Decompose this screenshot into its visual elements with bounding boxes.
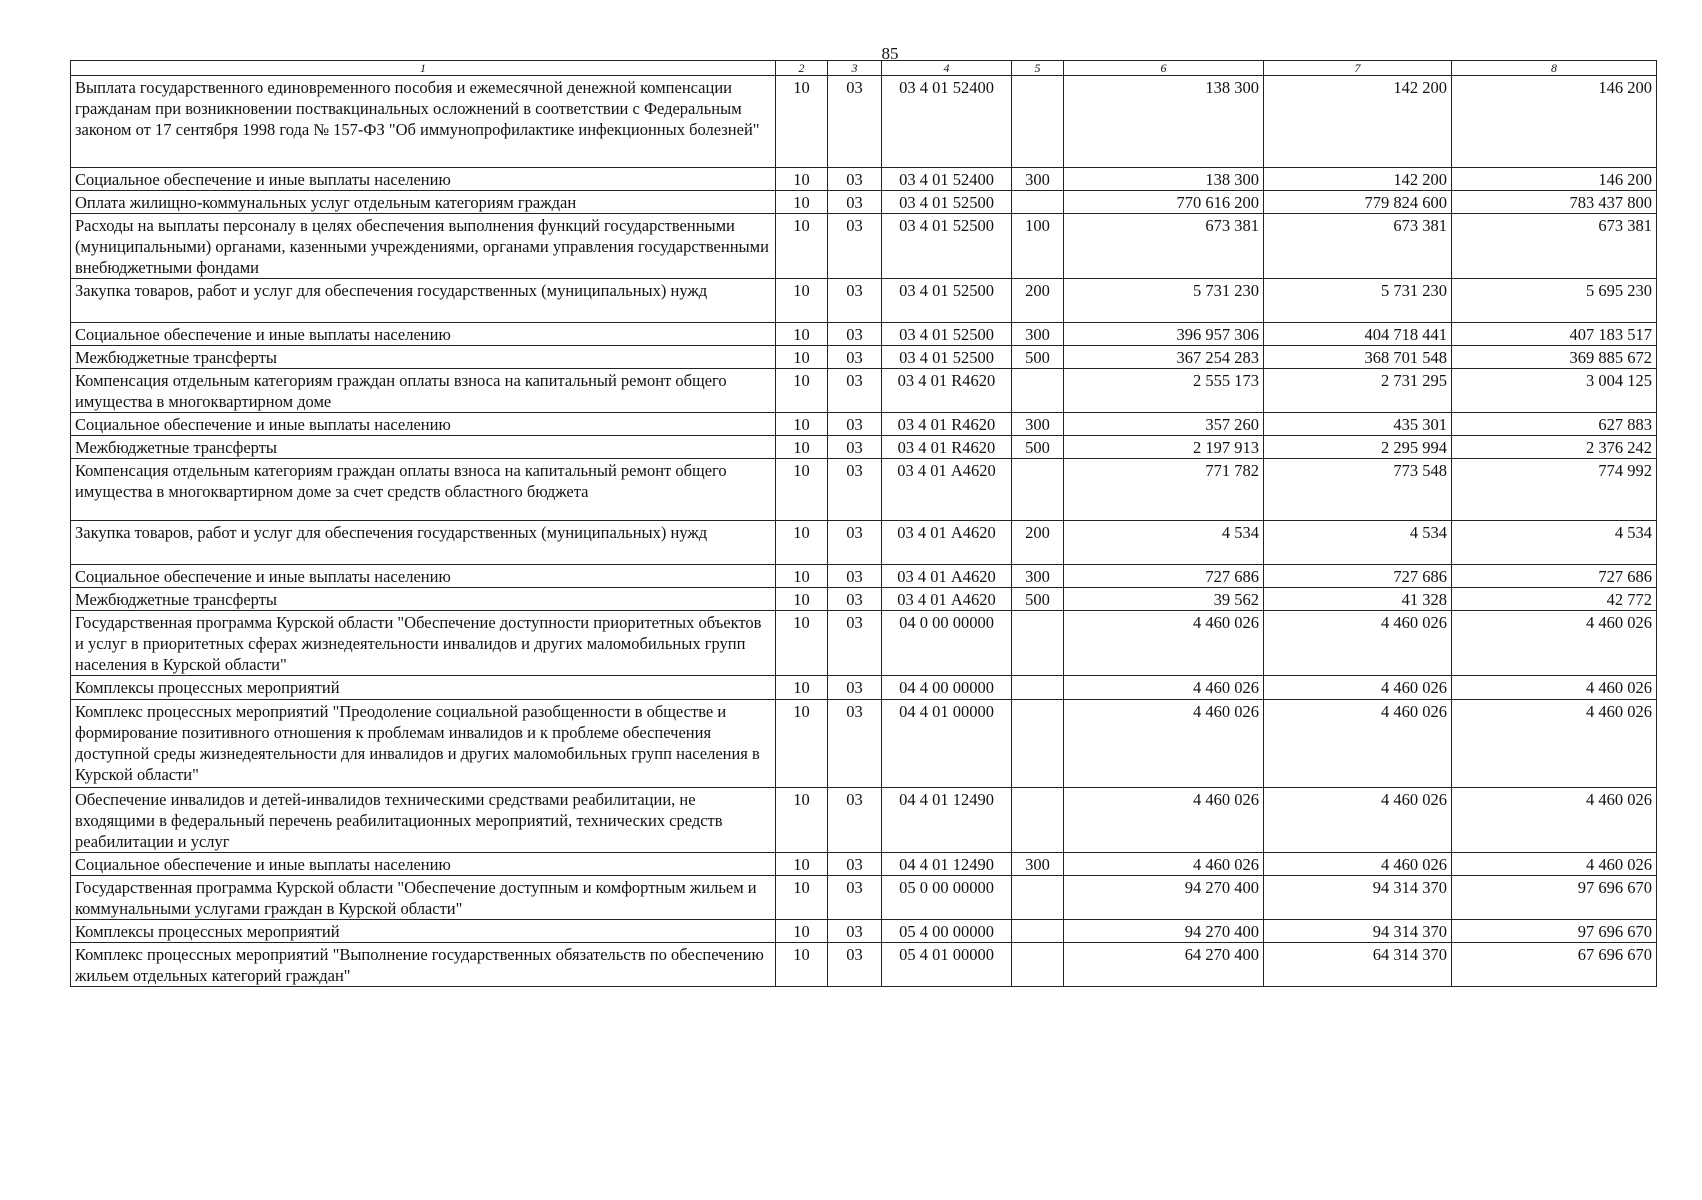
row-name: Закупка товаров, работ и услуг для обеспечения государственных (муниципальных) нужд: [71, 521, 776, 565]
amount-year-2: 4 460 026: [1264, 676, 1452, 700]
table-row: [71, 214, 1657, 279]
row-name: Комплексы процессных мероприятий: [71, 920, 776, 943]
amount-year-1: 357 260: [1064, 413, 1264, 436]
section-code: 10: [776, 279, 828, 323]
table-row: [71, 565, 1657, 588]
subsection-code: 03: [828, 346, 882, 369]
expense-type-code: 300: [1012, 323, 1064, 346]
amount-year-1: 4 460 026: [1064, 676, 1264, 700]
amount-year-3: 67 696 670: [1452, 943, 1657, 987]
subsection-code: 03: [828, 459, 882, 521]
section-code: 10: [776, 565, 828, 588]
section-code: 10: [776, 168, 828, 191]
subsection-code: 03: [828, 853, 882, 876]
target-article-code: 03 4 01 52500: [882, 323, 1012, 346]
section-code: 10: [776, 436, 828, 459]
amount-year-1: 4 460 026: [1064, 788, 1264, 853]
amount-year-2: 5 731 230: [1264, 279, 1452, 323]
row-name: Комплексы процессных мероприятий: [71, 676, 776, 700]
amount-year-2: 435 301: [1264, 413, 1452, 436]
page-number: 85: [881, 44, 899, 63]
table-row: [71, 436, 1657, 459]
amount-year-3: 627 883: [1452, 413, 1657, 436]
amount-year-2: 94 314 370: [1264, 876, 1452, 920]
amount-year-1: 771 782: [1064, 459, 1264, 521]
amount-year-2: 4 460 026: [1264, 788, 1452, 853]
column-header: 8: [1452, 61, 1657, 76]
row-name: Межбюджетные трансферты: [71, 436, 776, 459]
amount-year-1: 138 300: [1064, 168, 1264, 191]
amount-year-3: 369 885 672: [1452, 346, 1657, 369]
amount-year-1: 396 957 306: [1064, 323, 1264, 346]
expense-type-code: 200: [1012, 521, 1064, 565]
target-article-code: 03 4 01 R4620: [882, 413, 1012, 436]
expense-type-code: [1012, 788, 1064, 853]
section-code: 10: [776, 521, 828, 565]
budget-table: [70, 60, 1657, 987]
target-article-code: 04 4 01 12490: [882, 788, 1012, 853]
expense-type-code: 500: [1012, 436, 1064, 459]
expense-type-code: 300: [1012, 565, 1064, 588]
row-name: Государственная программа Курской области "Обеспечение доступности приоритетных объектов и услуг в приоритетных сферах жизнедеятельности инвалидов и других маломобильных групп населения в Курской области": [71, 611, 776, 676]
amount-year-2: 4 460 026: [1264, 700, 1452, 788]
amount-year-2: 368 701 548: [1264, 346, 1452, 369]
amount-year-3: 727 686: [1452, 565, 1657, 588]
target-article-code: 04 0 00 00000: [882, 611, 1012, 676]
amount-year-3: 407 183 517: [1452, 323, 1657, 346]
table-row: [71, 700, 1657, 788]
subsection-code: 03: [828, 436, 882, 459]
subsection-code: 03: [828, 214, 882, 279]
subsection-code: 03: [828, 413, 882, 436]
row-name: Социальное обеспечение и иные выплаты населению: [71, 413, 776, 436]
subsection-code: 03: [828, 700, 882, 788]
amount-year-1: 4 534: [1064, 521, 1264, 565]
target-article-code: 05 0 00 00000: [882, 876, 1012, 920]
column-header: 7: [1264, 61, 1452, 76]
amount-year-2: 727 686: [1264, 565, 1452, 588]
row-name: Комплекс процессных мероприятий "Выполнение государственных обязательств по обеспечению жильем отдельных категорий граждан": [71, 943, 776, 987]
amount-year-2: 4 534: [1264, 521, 1452, 565]
target-article-code: 03 4 01 52500: [882, 191, 1012, 214]
section-code: 10: [776, 369, 828, 413]
row-name: Выплата государственного единовременного пособия и ежемесячной денежной компенсации гражданам при возникновении поствакцинальных осложнений в соответствии с Федеральным законом от 17 сентября 1998 года № 157-ФЗ "Об иммунопрофилактике инфекционных болезней": [71, 76, 776, 168]
row-name: Социальное обеспечение и иные выплаты населению: [71, 168, 776, 191]
expense-type-code: [1012, 920, 1064, 943]
table-row: [71, 788, 1657, 853]
amount-year-2: 404 718 441: [1264, 323, 1452, 346]
amount-year-2: 2 295 994: [1264, 436, 1452, 459]
column-header: 6: [1064, 61, 1264, 76]
amount-year-2: 142 200: [1264, 76, 1452, 168]
row-name: Закупка товаров, работ и услуг для обеспечения государственных (муниципальных) нужд: [71, 279, 776, 323]
section-code: 10: [776, 788, 828, 853]
section-code: 10: [776, 876, 828, 920]
amount-year-2: 142 200: [1264, 168, 1452, 191]
section-code: 10: [776, 920, 828, 943]
amount-year-1: 5 731 230: [1064, 279, 1264, 323]
amount-year-3: 4 460 026: [1452, 788, 1657, 853]
expense-type-code: 300: [1012, 168, 1064, 191]
subsection-code: 03: [828, 676, 882, 700]
subsection-code: 03: [828, 323, 882, 346]
expense-type-code: [1012, 191, 1064, 214]
section-code: 10: [776, 853, 828, 876]
table-row: [71, 920, 1657, 943]
row-name: Межбюджетные трансферты: [71, 588, 776, 611]
expense-type-code: [1012, 369, 1064, 413]
amount-year-3: 4 460 026: [1452, 700, 1657, 788]
table-row: [71, 346, 1657, 369]
amount-year-1: 4 460 026: [1064, 611, 1264, 676]
table-row: [71, 876, 1657, 920]
target-article-code: 03 4 01 А4620: [882, 521, 1012, 565]
subsection-code: 03: [828, 920, 882, 943]
target-article-code: 03 4 01 52500: [882, 279, 1012, 323]
subsection-code: 03: [828, 876, 882, 920]
amount-year-3: 4 460 026: [1452, 676, 1657, 700]
column-number-row: [71, 61, 1657, 76]
amount-year-1: 64 270 400: [1064, 943, 1264, 987]
column-header: 2: [776, 61, 828, 76]
expense-type-code: 300: [1012, 413, 1064, 436]
section-code: 10: [776, 611, 828, 676]
amount-year-3: 2 376 242: [1452, 436, 1657, 459]
amount-year-2: 4 460 026: [1264, 611, 1452, 676]
amount-year-3: 146 200: [1452, 76, 1657, 168]
column-header: 5: [1012, 61, 1064, 76]
amount-year-3: 5 695 230: [1452, 279, 1657, 323]
table-row: [71, 191, 1657, 214]
subsection-code: 03: [828, 168, 882, 191]
amount-year-3: 97 696 670: [1452, 920, 1657, 943]
section-code: 10: [776, 700, 828, 788]
target-article-code: 03 4 01 52500: [882, 214, 1012, 279]
section-code: 10: [776, 588, 828, 611]
amount-year-1: 2 555 173: [1064, 369, 1264, 413]
subsection-code: 03: [828, 943, 882, 987]
subsection-code: 03: [828, 76, 882, 168]
expense-type-code: [1012, 700, 1064, 788]
amount-year-3: 4 534: [1452, 521, 1657, 565]
row-name: Социальное обеспечение и иные выплаты населению: [71, 323, 776, 346]
subsection-code: 03: [828, 191, 882, 214]
table-row: [71, 588, 1657, 611]
section-code: 10: [776, 323, 828, 346]
amount-year-1: 770 616 200: [1064, 191, 1264, 214]
expense-type-code: [1012, 459, 1064, 521]
section-code: 10: [776, 76, 828, 168]
amount-year-2: 41 328: [1264, 588, 1452, 611]
target-article-code: 03 4 01 А4620: [882, 459, 1012, 521]
row-name: Межбюджетные трансферты: [71, 346, 776, 369]
amount-year-2: 2 731 295: [1264, 369, 1452, 413]
target-article-code: 03 4 01 52500: [882, 346, 1012, 369]
expense-type-code: [1012, 76, 1064, 168]
amount-year-1: 4 460 026: [1064, 700, 1264, 788]
amount-year-3: 774 992: [1452, 459, 1657, 521]
row-name: Компенсация отдельным категориям граждан оплаты взноса на капитальный ремонт общего имущества в многоквартирном доме за счет средств областного бюджета: [71, 459, 776, 521]
row-name: Комплекс процессных мероприятий "Преодоление социальной разобщенности в обществе и формирование позитивного отношения к проблемам инвалидов и к проблеме обеспечения доступной среды жизнедеятельности для инвалидов и других маломобильных групп населения в Курской области": [71, 700, 776, 788]
amount-year-1: 94 270 400: [1064, 920, 1264, 943]
amount-year-1: 94 270 400: [1064, 876, 1264, 920]
target-article-code: 03 4 01 52400: [882, 168, 1012, 191]
row-name: Государственная программа Курской области "Обеспечение доступным и комфортным жильем и коммунальными услугами граждан в Курской области": [71, 876, 776, 920]
target-article-code: 05 4 01 00000: [882, 943, 1012, 987]
section-code: 10: [776, 459, 828, 521]
row-name: Компенсация отдельным категориям граждан оплаты взноса на капитальный ремонт общего имущества в многоквартирном доме: [71, 369, 776, 413]
row-name: Обеспечение инвалидов и детей-инвалидов техническими средствами реабилитации, не входящими в федеральный перечень реабилитационных мероприятий, технических средств реабилитации и услуг: [71, 788, 776, 853]
subsection-code: 03: [828, 588, 882, 611]
expense-type-code: [1012, 611, 1064, 676]
amount-year-1: 2 197 913: [1064, 436, 1264, 459]
subsection-code: 03: [828, 521, 882, 565]
amount-year-1: 4 460 026: [1064, 853, 1264, 876]
target-article-code: 04 4 01 12490: [882, 853, 1012, 876]
table-row: [71, 279, 1657, 323]
target-article-code: 03 4 01 А4620: [882, 565, 1012, 588]
amount-year-3: 146 200: [1452, 168, 1657, 191]
target-article-code: 03 4 01 R4620: [882, 369, 1012, 413]
target-article-code: 04 4 00 00000: [882, 676, 1012, 700]
row-name: Расходы на выплаты персоналу в целях обеспечения выполнения функций государственными (муниципальными) органами, казенными учреждениями, органами управления государственными внебюджетными фондами: [71, 214, 776, 279]
amount-year-2: 673 381: [1264, 214, 1452, 279]
row-name: Социальное обеспечение и иные выплаты населению: [71, 853, 776, 876]
amount-year-2: 773 548: [1264, 459, 1452, 521]
section-code: 10: [776, 191, 828, 214]
table-row: [71, 323, 1657, 346]
amount-year-1: 727 686: [1064, 565, 1264, 588]
subsection-code: 03: [828, 565, 882, 588]
expense-type-code: 300: [1012, 853, 1064, 876]
amount-year-1: 673 381: [1064, 214, 1264, 279]
amount-year-2: 779 824 600: [1264, 191, 1452, 214]
table-row: [71, 168, 1657, 191]
target-article-code: 05 4 00 00000: [882, 920, 1012, 943]
table-row: [71, 676, 1657, 700]
table-row: [71, 459, 1657, 521]
subsection-code: 03: [828, 788, 882, 853]
expense-type-code: [1012, 676, 1064, 700]
section-code: 10: [776, 413, 828, 436]
table-row: [71, 413, 1657, 436]
amount-year-3: 4 460 026: [1452, 611, 1657, 676]
amount-year-2: 94 314 370: [1264, 920, 1452, 943]
table-row: [71, 369, 1657, 413]
amount-year-3: 97 696 670: [1452, 876, 1657, 920]
expense-type-code: 100: [1012, 214, 1064, 279]
table-row: [71, 943, 1657, 987]
subsection-code: 03: [828, 369, 882, 413]
target-article-code: 04 4 01 00000: [882, 700, 1012, 788]
column-header: 1: [71, 61, 776, 76]
expense-type-code: 200: [1012, 279, 1064, 323]
target-article-code: 03 4 01 А4620: [882, 588, 1012, 611]
table-row: [71, 853, 1657, 876]
section-code: 10: [776, 346, 828, 369]
expense-type-code: [1012, 943, 1064, 987]
table-row: [71, 611, 1657, 676]
expense-type-code: [1012, 876, 1064, 920]
amount-year-1: 39 562: [1064, 588, 1264, 611]
column-header: 3: [828, 61, 882, 76]
section-code: 10: [776, 214, 828, 279]
amount-year-1: 367 254 283: [1064, 346, 1264, 369]
amount-year-3: 783 437 800: [1452, 191, 1657, 214]
amount-year-3: 673 381: [1452, 214, 1657, 279]
expense-type-code: 500: [1012, 346, 1064, 369]
amount-year-3: 3 004 125: [1452, 369, 1657, 413]
amount-year-2: 64 314 370: [1264, 943, 1452, 987]
subsection-code: 03: [828, 279, 882, 323]
amount-year-2: 4 460 026: [1264, 853, 1452, 876]
subsection-code: 03: [828, 611, 882, 676]
target-article-code: 03 4 01 R4620: [882, 436, 1012, 459]
amount-year-3: 42 772: [1452, 588, 1657, 611]
table-row: [71, 521, 1657, 565]
amount-year-1: 138 300: [1064, 76, 1264, 168]
expense-type-code: 500: [1012, 588, 1064, 611]
row-name: Социальное обеспечение и иные выплаты населению: [71, 565, 776, 588]
section-code: 10: [776, 676, 828, 700]
amount-year-3: 4 460 026: [1452, 853, 1657, 876]
target-article-code: 03 4 01 52400: [882, 76, 1012, 168]
section-code: 10: [776, 943, 828, 987]
row-name: Оплата жилищно-коммунальных услуг отдельным категориям граждан: [71, 191, 776, 214]
column-header: 4: [882, 61, 1012, 76]
table-row: [71, 76, 1657, 168]
